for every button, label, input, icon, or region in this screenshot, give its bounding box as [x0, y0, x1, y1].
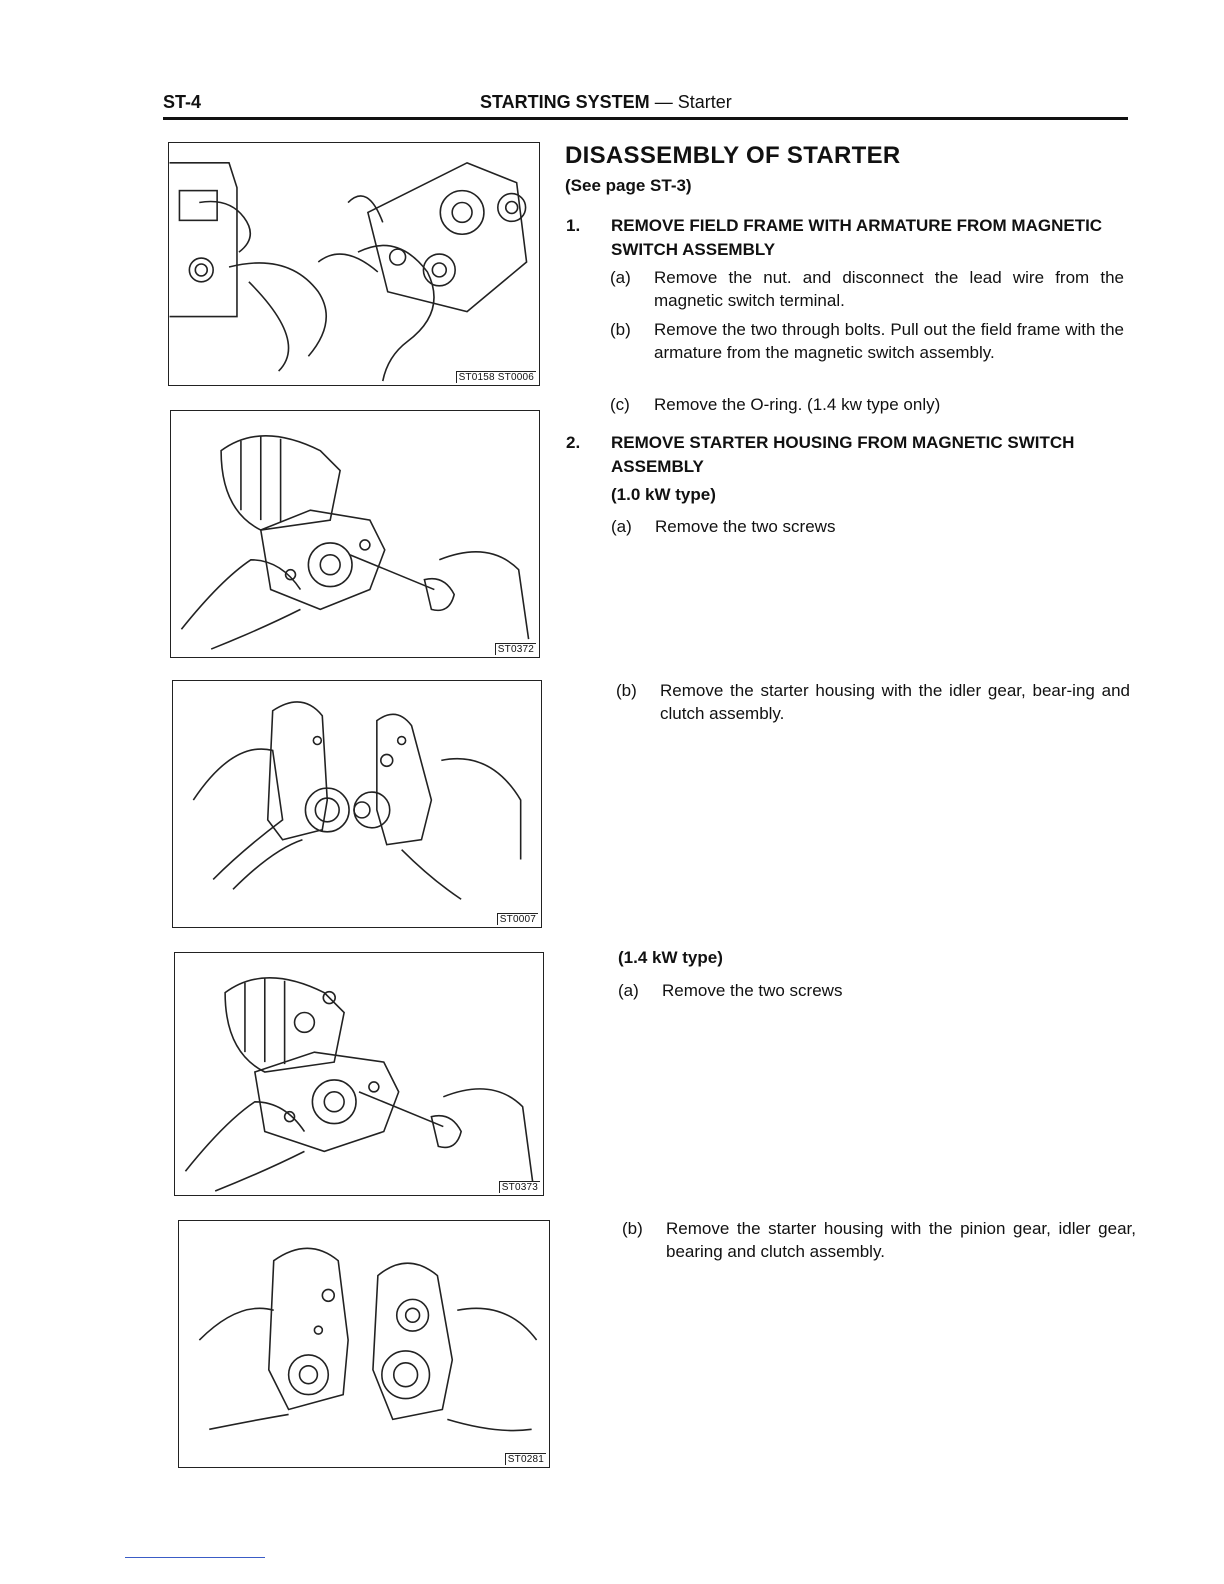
item-text: Remove the O-ring. (1.4 kw type only)	[654, 395, 941, 414]
item-text: Remove the two screws	[655, 517, 836, 536]
item-label: (c)	[610, 395, 630, 414]
step-number: 2.	[566, 433, 581, 452]
item-text: Remove the nut. and disconnect the lead wire from the magnetic switch terminal.	[654, 268, 1124, 310]
figure-housing-removal-14kw	[178, 1220, 550, 1468]
figure-housing-removal-1kw	[172, 680, 542, 928]
item-label: (a)	[611, 517, 632, 536]
footer-rule	[125, 1557, 265, 1558]
figure-illustration	[169, 143, 539, 385]
figure-code: ST0007	[497, 913, 538, 925]
figure-illustration	[173, 681, 541, 927]
figure-illustration	[171, 411, 539, 657]
item-label: (a)	[610, 268, 631, 287]
step-2	[566, 431, 1131, 481]
item-text: Remove the starter housing with the pinion gear, idler gear, bearing and clutch assembly.	[666, 1219, 1136, 1261]
header-separator: —	[654, 92, 673, 112]
running-header	[480, 92, 732, 113]
step-2-14kw-item-a	[618, 979, 1138, 1003]
figure-code: ST0372	[495, 643, 536, 655]
item-text: Remove the two screws	[662, 981, 843, 1000]
header-rule	[163, 117, 1128, 120]
figure-code: ST0373	[499, 1181, 540, 1193]
item-label: (b)	[616, 681, 637, 700]
step-2-14kw-item-b	[622, 1217, 1137, 1265]
see-page-reference: (See page ST-3)	[565, 176, 692, 195]
item-label: (b)	[622, 1219, 643, 1238]
item-text: Remove the starter housing with the idler gear, bear-ing and clutch assembly.	[660, 681, 1130, 723]
type-heading-14kw: (1.4 kW type)	[618, 948, 723, 967]
step-1-item-c	[610, 393, 1130, 417]
subsection-title: Starter	[677, 92, 732, 112]
step-title: REMOVE FIELD FRAME WITH ARMATURE FROM MAGNETIC SWITCH ASSEMBLY	[611, 216, 1103, 259]
figure-screws-removal-14kw	[174, 952, 544, 1196]
type-heading-1kw: (1.0 kW type)	[611, 485, 716, 504]
step-number: 1.	[566, 216, 581, 235]
page-code: ST-4	[163, 92, 202, 112]
section-heading: DISASSEMBLY OF STARTER	[565, 142, 901, 169]
item-label: (a)	[618, 981, 639, 1000]
section-title: STARTING SYSTEM	[480, 92, 650, 112]
step-2-1kw-item-b	[616, 679, 1136, 727]
step-1-item-b	[610, 318, 1130, 388]
figure-illustration	[179, 1221, 549, 1467]
step-title: REMOVE STARTER HOUSING FROM MAGNETIC SWITCH ASSEMBLY	[611, 433, 1075, 476]
figure-code: ST0158 ST0006	[456, 371, 536, 383]
figure-lead-wire-removal	[168, 142, 540, 386]
step-2-1kw-item-a	[611, 515, 1131, 539]
item-label: (b)	[610, 320, 631, 339]
item-text: Remove the two through bolts. Pull out the field frame with the armature from the magnetic switch assembly.	[654, 320, 1124, 362]
figure-illustration	[175, 953, 543, 1195]
step-1	[566, 214, 1131, 264]
figure-screws-removal-1kw	[170, 410, 540, 658]
step-1-item-a	[610, 266, 1130, 314]
figure-code: ST0281	[505, 1453, 546, 1465]
